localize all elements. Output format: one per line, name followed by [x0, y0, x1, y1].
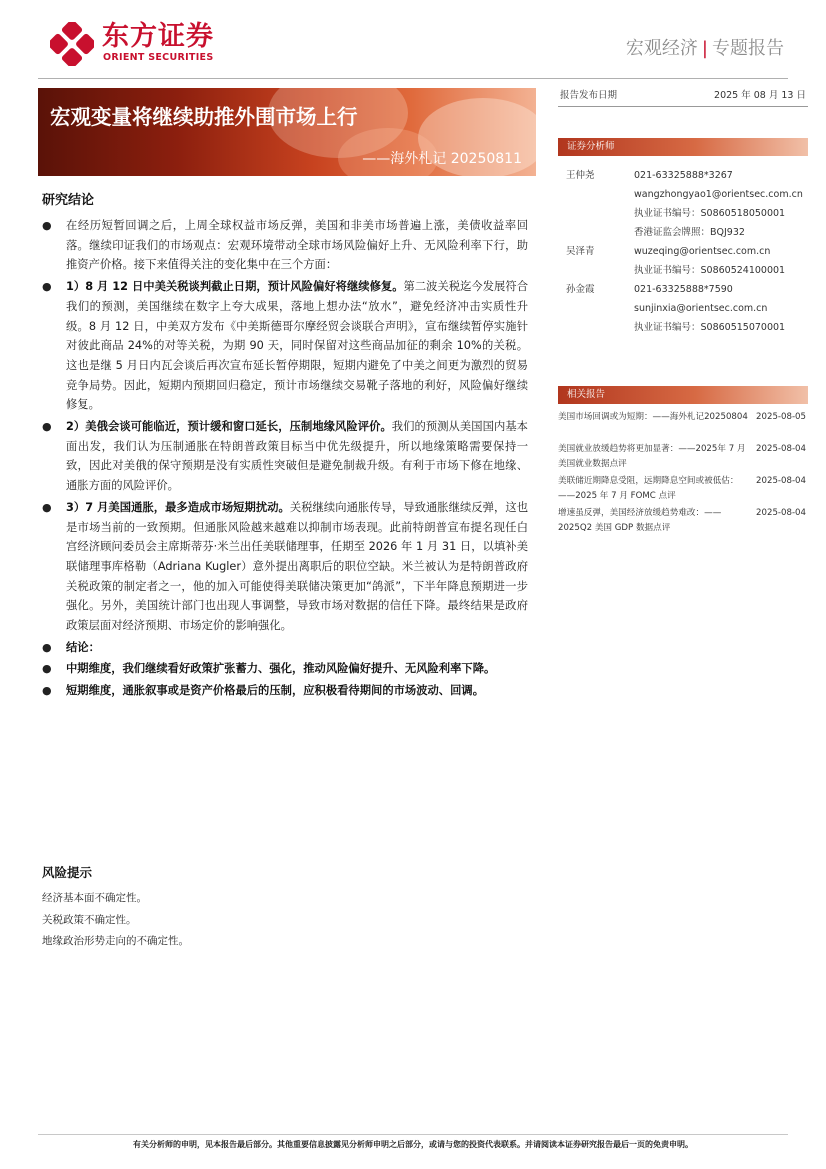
related-report-item[interactable] — [558, 474, 810, 506]
conclusion-item — [42, 216, 528, 275]
analyst-license: 执业证书编号：S0860515070001 — [634, 322, 786, 333]
title-banner — [38, 88, 536, 176]
analyst-row — [566, 242, 806, 261]
bullet-icon: ● — [42, 500, 52, 514]
report-title: 宏观变量将继续助推外围市场上行 — [50, 105, 358, 129]
paragraph-lead: 3）7 月美国通胀，最多造成市场短期扰动。 — [66, 500, 290, 514]
report-header — [0, 0, 826, 80]
footer-divider — [38, 1134, 788, 1135]
analyst-name: 王仲尧 — [566, 170, 595, 181]
publish-date-divider — [558, 106, 808, 107]
bullet-icon: ● — [42, 662, 52, 676]
conclusion-list — [42, 216, 528, 701]
analyst-row — [566, 166, 806, 185]
conclusion-item — [42, 498, 528, 636]
analyst-row — [566, 299, 806, 318]
logo-english-name: ORIENT SECURITIES — [103, 52, 214, 63]
risk-item: 经济基本面不确定性。 — [42, 892, 147, 904]
paragraph-lead: 中期维度，我们继续看好政策扩张蓄力、强化，推动风险偏好提升、无风险利率下降。 — [66, 662, 496, 676]
analyst-phone: 021-63325888*3267 — [634, 170, 733, 181]
paragraph-text: 第二波关税迄今发展符合我们的预测，美国继续在数字上夸大成果，落地上想办法“放水”，避免经济冲击实质性升级。8 月 12 日，中美双方发布《中美斯德哥尔摩经贸会谈联合声明》，宣布继续暂停实施针对彼此商品 24%的对等关税，为期 90 天，同时保留对这些商品加征的剩余 10%的关税。这也是继 5 月日内瓦会谈后再次宣布延长暂停期限，短期内避免了中美之间更为激烈的贸易竞争局势。因此，短期内预期回归稳定，预计市场继续交易靴子落地的利好，风险偏好继续修复。 — [66, 280, 528, 412]
related-report-item[interactable] — [558, 442, 810, 474]
analyst-list — [566, 166, 806, 337]
paragraph-text: 我们的预测从美国国内基本面出发，我们认为压制通胀在特朗普政策目标当中优先级提升，所以地缘策略需要保持一致，因此对美俄的保守预期是没有实质性突破但是避免制裁升级。有利于市场下修在地缘、通胀方面的风险评价。 — [66, 420, 528, 493]
related-reports-list — [558, 410, 810, 538]
related-report-title: 美国市场回调或为短期：——海外札记20250804 — [558, 412, 748, 422]
orient-securities-logo-icon — [50, 22, 94, 66]
analyst-phone: 021-63325888*7590 — [634, 284, 733, 295]
related-report-date: 2025-08-04 — [756, 444, 806, 454]
related-report-title: 美联储近期降息受阻，远期降息空间或被低估：——2025 年 7 月 FOMC 点评 — [558, 476, 739, 501]
analysts-heading: 证券分析师 — [567, 141, 615, 152]
analyst-hk-license: 香港证监会牌照：BQJ932 — [634, 227, 745, 238]
report-subtitle: ——海外札记 20250811 — [362, 151, 522, 167]
publish-date-value: 2025 年 08 月 13 日 — [714, 90, 806, 101]
header-divider — [38, 78, 788, 79]
bullet-icon: ● — [42, 640, 52, 654]
paragraph-text: 在经历短暂回调之后，上周全球权益市场反弹，美国和非美市场普遍上涨，美债收益率回落。继续印证我们的市场观点：宏观环境带动全球市场风险偏好上升、无风险利率下行，助推资产价格。接下来值得关注的变化集中在三个方面： — [66, 219, 528, 272]
analyst-row — [566, 280, 806, 299]
risk-title: 风险提示 — [42, 865, 93, 880]
analyst-row — [566, 261, 806, 280]
related-heading-bar — [558, 386, 808, 404]
paragraph-lead: 结论： — [66, 640, 100, 654]
research-conclusions — [42, 192, 528, 703]
related-report-title: 增速虽反弹，美国经济放缓趋势难改：——2025Q2 美国 GDP 数据点评 — [558, 508, 722, 533]
analyst-row — [566, 318, 806, 337]
paragraph-lead: 短期维度，通胀叙事或是资产价格最后的压制，应积极看待期间的市场波动、回调。 — [66, 684, 484, 698]
paragraph-lead: 1）8 月 12 日中美关税谈判截止日期，预计风险偏好将继续修复。 — [66, 280, 404, 294]
footer-disclaimer: 有关分析师的申明，见本报告最后部分。其他重要信息披露见分析师申明之后部分，或请与您的投资代表联系。并请阅读本证券研究报告最后一页的免责申明。 — [133, 1140, 693, 1149]
analyst-license: 执业证书编号：S0860524100001 — [634, 265, 786, 276]
related-report-item[interactable] — [558, 410, 810, 442]
doc-type-separator: | — [701, 38, 708, 59]
section-title: 研究结论 — [42, 193, 95, 208]
bullet-icon: ● — [42, 280, 52, 294]
risk-item: 关税政策不确定性。 — [42, 913, 137, 926]
related-report-date: 2025-08-04 — [756, 476, 806, 486]
related-report-date: 2025-08-05 — [756, 412, 806, 422]
analyst-email[interactable]: wangzhongyao1@orientsec.com.cn — [634, 189, 803, 200]
analyst-name: 孙金霞 — [566, 284, 595, 295]
document-type — [626, 38, 784, 60]
related-report-date: 2025-08-04 — [756, 508, 806, 518]
analyst-email[interactable]: sunjinxia@orientsec.com.cn — [634, 303, 768, 314]
doc-type-category: 宏观经济 — [625, 38, 698, 59]
bullet-icon: ● — [42, 219, 52, 232]
conclusion-item — [42, 277, 528, 415]
analyst-row — [566, 204, 806, 223]
conclusion-item — [42, 681, 528, 701]
analyst-name: 吴泽青 — [566, 246, 595, 257]
logo-chinese-name: 东方证券 — [102, 21, 214, 52]
analysts-heading-bar — [558, 138, 808, 156]
analyst-row — [566, 223, 806, 242]
related-report-title: 美国就业放缓趋势将更加显著：——2025年 7 月美国就业数据点评 — [558, 444, 746, 469]
analyst-license: 执业证书编号：S0860518050001 — [634, 208, 786, 219]
analyst-email[interactable]: wuzeqing@orientsec.com.cn — [634, 246, 771, 257]
bullet-icon: ● — [42, 684, 52, 698]
publish-date-label: 报告发布日期 — [560, 90, 618, 101]
conclusion-item — [42, 659, 528, 679]
conclusion-item — [42, 638, 528, 658]
analyst-row — [566, 185, 806, 204]
risk-item: 地缘政治形势走向的不确定性。 — [42, 935, 189, 947]
risk-warnings — [42, 864, 522, 953]
doc-type-subcategory: 专题报告 — [712, 38, 784, 59]
related-heading: 相关报告 — [567, 389, 606, 400]
related-report-item[interactable] — [558, 506, 810, 538]
conclusion-item — [42, 417, 528, 496]
paragraph-lead: 2）美俄会谈可能临近，预计缓和窗口延长，压制地缘风险评价。 — [66, 420, 392, 434]
paragraph-text: 关税继续向通胀传导，导致通胀继续反弹，这也是市场当前的一致预期。但通胀风险越来越难以抑制市场表现。此前特朗普宣布提名现任白宫经济顾问委员会主席斯蒂芬·米兰出任美联储理事，任期至 2026 年 1 月 31 日，以填补美联储理事库格勒（Adriana Kugler）意外提出离职后的职位空缺。米兰被认为是特朗普政府关税政策的制定者之一，他的加入可能使得美联储决策更加“鸽派”，下半年降息预期进一步强化。另外，美国统计部门也出现人事调整，导致市场对数据的信任下降。最终结果是政府政策层面对经济预期、市场定价的影响强化。 — [66, 500, 528, 633]
bullet-icon: ● — [42, 420, 52, 434]
